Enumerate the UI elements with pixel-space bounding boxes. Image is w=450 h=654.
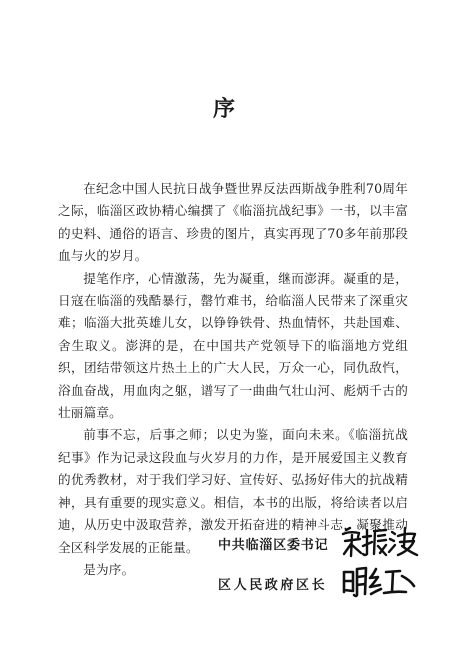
handwritten-signature-1: [340, 524, 420, 560]
signatory-title-1: 中共临淄区委书记: [218, 538, 329, 553]
handwritten-signature-2: [340, 564, 420, 600]
preface-body: [58, 178, 408, 581]
page-title: 序: [212, 96, 237, 122]
paragraph-2: 提笔作序，心情激荡，先为凝重，继而澎湃。凝重的是，日寇在临淄的残酷暴行，罄竹难书，给临淄人民带来了深重灾难；临淄大批英雄儿女，以铮铮铁骨、热血情怀，共赴国难、舍生取义。澎湃的是，在中国共产党领导下的临淄地方党组织，团结带领这片热土上的广大人民，万众一心，同仇敌忾，浴血奋战，用血肉之躯，谱写了一曲曲气壮山河、彪炳千古的壮丽篇章。: [58, 270, 408, 421]
signatory-row-1: [218, 528, 428, 568]
signatory-row-2: [218, 568, 428, 608]
paragraph-3: 前事不忘，后事之师；以史为鉴，面向未来。《临淄抗战纪事》作为记录这段血与火岁月的力作，是开展爱国主义教育的优秀教材，对于我们学习好、宣传好、弘扬好伟大的抗战精神，具有重要的现实意义。相信，本书的出版，将给读者以启迪，从历史中汲取营养，激发开拓奋进的精神斗志，凝聚推动全区科学发展的正能量。: [58, 427, 408, 555]
signatory-title-2: 区人民政府区长: [218, 578, 328, 593]
signature-block: [218, 528, 428, 608]
paragraph-1: 在纪念中国人民抗日战争暨世界反法西斯战争胜利70周年之际，临淄区政协精心编撰了《临淄抗战纪事》一书，以丰富的史料、通俗的语言、珍贵的图片，真实再现了70多年前那段血与火的岁月。: [58, 181, 408, 264]
paragraph-4: 是为序。: [83, 561, 135, 577]
